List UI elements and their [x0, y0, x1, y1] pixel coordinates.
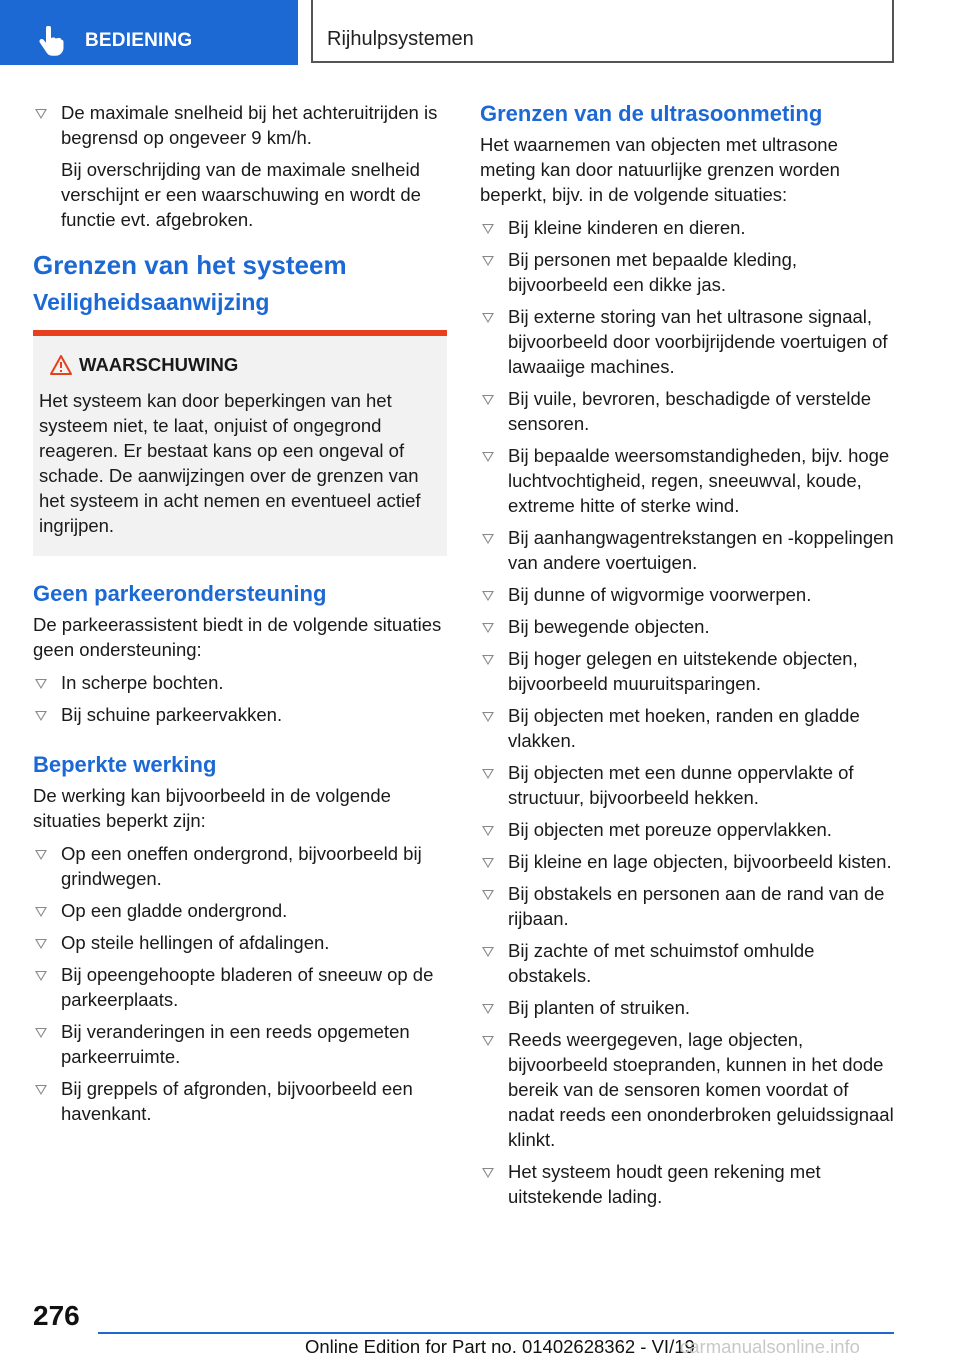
section-header — [311, 0, 894, 63]
triangle-bullet-icon — [35, 711, 47, 721]
list-item: Bij hoger gelegen en uitstekende objecten, bijvoorbeeld muuruitsparingen. — [480, 646, 895, 696]
triangle-bullet-icon — [482, 858, 494, 868]
list-item: Bij vuile, bevroren, beschadigde of verstelde sensoren. — [480, 386, 895, 436]
section-intro: Het waarnemen van objecten met ultrasone meting kan door natuurlijke grenzen worden beperkt, bijv. in de volgende situaties: — [480, 134, 840, 205]
triangle-bullet-icon — [482, 769, 494, 779]
section-label: Rijhulpsystemen — [327, 28, 474, 50]
list-item-continuation: Bij overschrijding van de maximale snelheid verschijnt er een waarschuwing en wordt de functie evt. afgebroken. — [61, 159, 421, 230]
list-item: Bij dunne of wigvormige voorwerpen. — [480, 582, 895, 607]
list-item: Bij kleine en lage objecten, bijvoorbeeld kisten. — [480, 849, 895, 874]
triangle-bullet-icon — [35, 850, 47, 860]
triangle-bullet-icon — [482, 655, 494, 665]
list-item: De maximale snelheid bij het achteruitrijden is begrensd op ongeveer 9 km/h. — [33, 100, 447, 150]
triangle-bullet-icon — [482, 1168, 494, 1178]
left-column — [33, 100, 447, 1133]
list-item: Bij objecten met poreuze oppervlakken. — [480, 817, 895, 842]
triangle-bullet-icon — [482, 395, 494, 405]
warning-text: Het systeem kan door beperkingen van het systeem niet, te laat, onjuist of ongegrond reageren. Er bestaat kans op een ongeval of schade. De aanwijzingen over de grenzen van het systeem in acht nemen en eventueel actief ingrijpen. — [39, 390, 421, 536]
list-item: Bij veranderingen in een reeds opgemeten parkeerruimte. — [33, 1019, 447, 1069]
page-heading: Grenzen van het systeem — [33, 250, 347, 280]
list-item: Reeds weergegeven, lage objecten, bijvoorbeeld stoepranden, kunnen in het dode bereik van de sensoren komen voordat of nadat reeds een ononderbroken geluidssignaal klinkt. — [480, 1027, 895, 1152]
triangle-bullet-icon — [482, 947, 494, 957]
section-heading: Grenzen van de ultrasoonmeting — [480, 101, 823, 126]
triangle-bullet-icon — [35, 1085, 47, 1095]
list-item: Op een oneffen ondergrond, bijvoorbeeld bij grindwegen. — [33, 841, 447, 891]
footer-edition: Online Edition for Part no. 01402628362 - VI/19 — [305, 1336, 695, 1357]
list-item: Bij bewegende objecten. — [480, 614, 895, 639]
list-item: In scherpe bochten. — [33, 670, 447, 695]
list-item: Bij zachte of met schuimstof omhulde obstakels. — [480, 938, 895, 988]
triangle-bullet-icon — [482, 313, 494, 323]
list-item: Bij personen met bepaalde kleding, bijvoorbeeld een dikke jas. — [480, 247, 895, 297]
triangle-bullet-icon — [482, 452, 494, 462]
triangle-bullet-icon — [482, 890, 494, 900]
list-item: Bij objecten met een dunne oppervlakte of structuur, bijvoorbeeld hekken. — [480, 760, 895, 810]
warning-box — [33, 330, 447, 556]
chapter-tab — [0, 0, 298, 65]
right-column — [480, 100, 895, 1216]
triangle-bullet-icon — [482, 224, 494, 234]
triangle-bullet-icon — [482, 1004, 494, 1014]
triangle-bullet-icon — [35, 109, 47, 119]
list-item: Bij kleine kinderen en dieren. — [480, 215, 895, 240]
triangle-bullet-icon — [482, 591, 494, 601]
section-intro: De parkeerassistent biedt in de volgende situaties geen ondersteuning: — [33, 614, 442, 660]
warning-title: WAARSCHUWING — [79, 354, 239, 375]
list-item: Op steile hellingen of afdalingen. — [33, 930, 447, 955]
safety-heading: Veiligheidsaanwijzing — [33, 289, 270, 315]
triangle-bullet-icon — [482, 826, 494, 836]
list-item: Bij aanhangwagentrekstangen en -koppelingen van andere voertuigen. — [480, 525, 895, 575]
list-item: Op een gladde ondergrond. — [33, 898, 447, 923]
list-item: Bij objecten met hoeken, randen en gladde vlakken. — [480, 703, 895, 753]
triangle-bullet-icon — [482, 534, 494, 544]
list-item: Het systeem houdt geen rekening met uitstekende lading. — [480, 1159, 895, 1209]
triangle-bullet-icon — [35, 907, 47, 917]
triangle-bullet-icon — [482, 623, 494, 633]
list-item: Bij bepaalde weersomstandigheden, bijv. hoge luchtvochtigheid, regen, sneeuwval, koude, extreme hitte of sterke wind. — [480, 443, 895, 518]
section-heading: Beperkte werking — [33, 752, 217, 777]
warning-header — [39, 354, 439, 380]
triangle-bullet-icon — [35, 939, 47, 949]
section-intro: De werking kan bijvoorbeeld in de volgende situaties beperkt zijn: — [33, 785, 391, 831]
list-item: Bij externe storing van het ultrasone signaal, bijvoorbeeld door voorbijrijdende voertuigen of lawaaiige machines. — [480, 304, 895, 379]
hand-pointer-icon — [38, 26, 64, 56]
list-item: Bij opeengehoopte bladeren of sneeuw op de parkeerplaats. — [33, 962, 447, 1012]
footer-watermark: carmanualsonline.info — [680, 1336, 860, 1357]
triangle-bullet-icon — [35, 1028, 47, 1038]
triangle-bullet-icon — [35, 971, 47, 981]
triangle-bullet-icon — [482, 256, 494, 266]
list-item: Bij schuine parkeervakken. — [33, 702, 447, 727]
footer-divider — [98, 1332, 894, 1334]
triangle-bullet-icon — [482, 712, 494, 722]
triangle-bullet-icon — [482, 1036, 494, 1046]
list-item: Bij planten of struiken. — [480, 995, 895, 1020]
triangle-bullet-icon — [35, 679, 47, 689]
page-number: 276 — [33, 1300, 80, 1331]
list-item: Bij obstakels en personen aan de rand van de rijbaan. — [480, 881, 895, 931]
warning-triangle-icon — [49, 354, 73, 376]
list-item: Bij greppels of afgronden, bijvoorbeeld een havenkant. — [33, 1076, 447, 1126]
chapter-label: BEDIENING — [85, 30, 193, 51]
section-heading: Geen parkeerondersteuning — [33, 581, 327, 606]
